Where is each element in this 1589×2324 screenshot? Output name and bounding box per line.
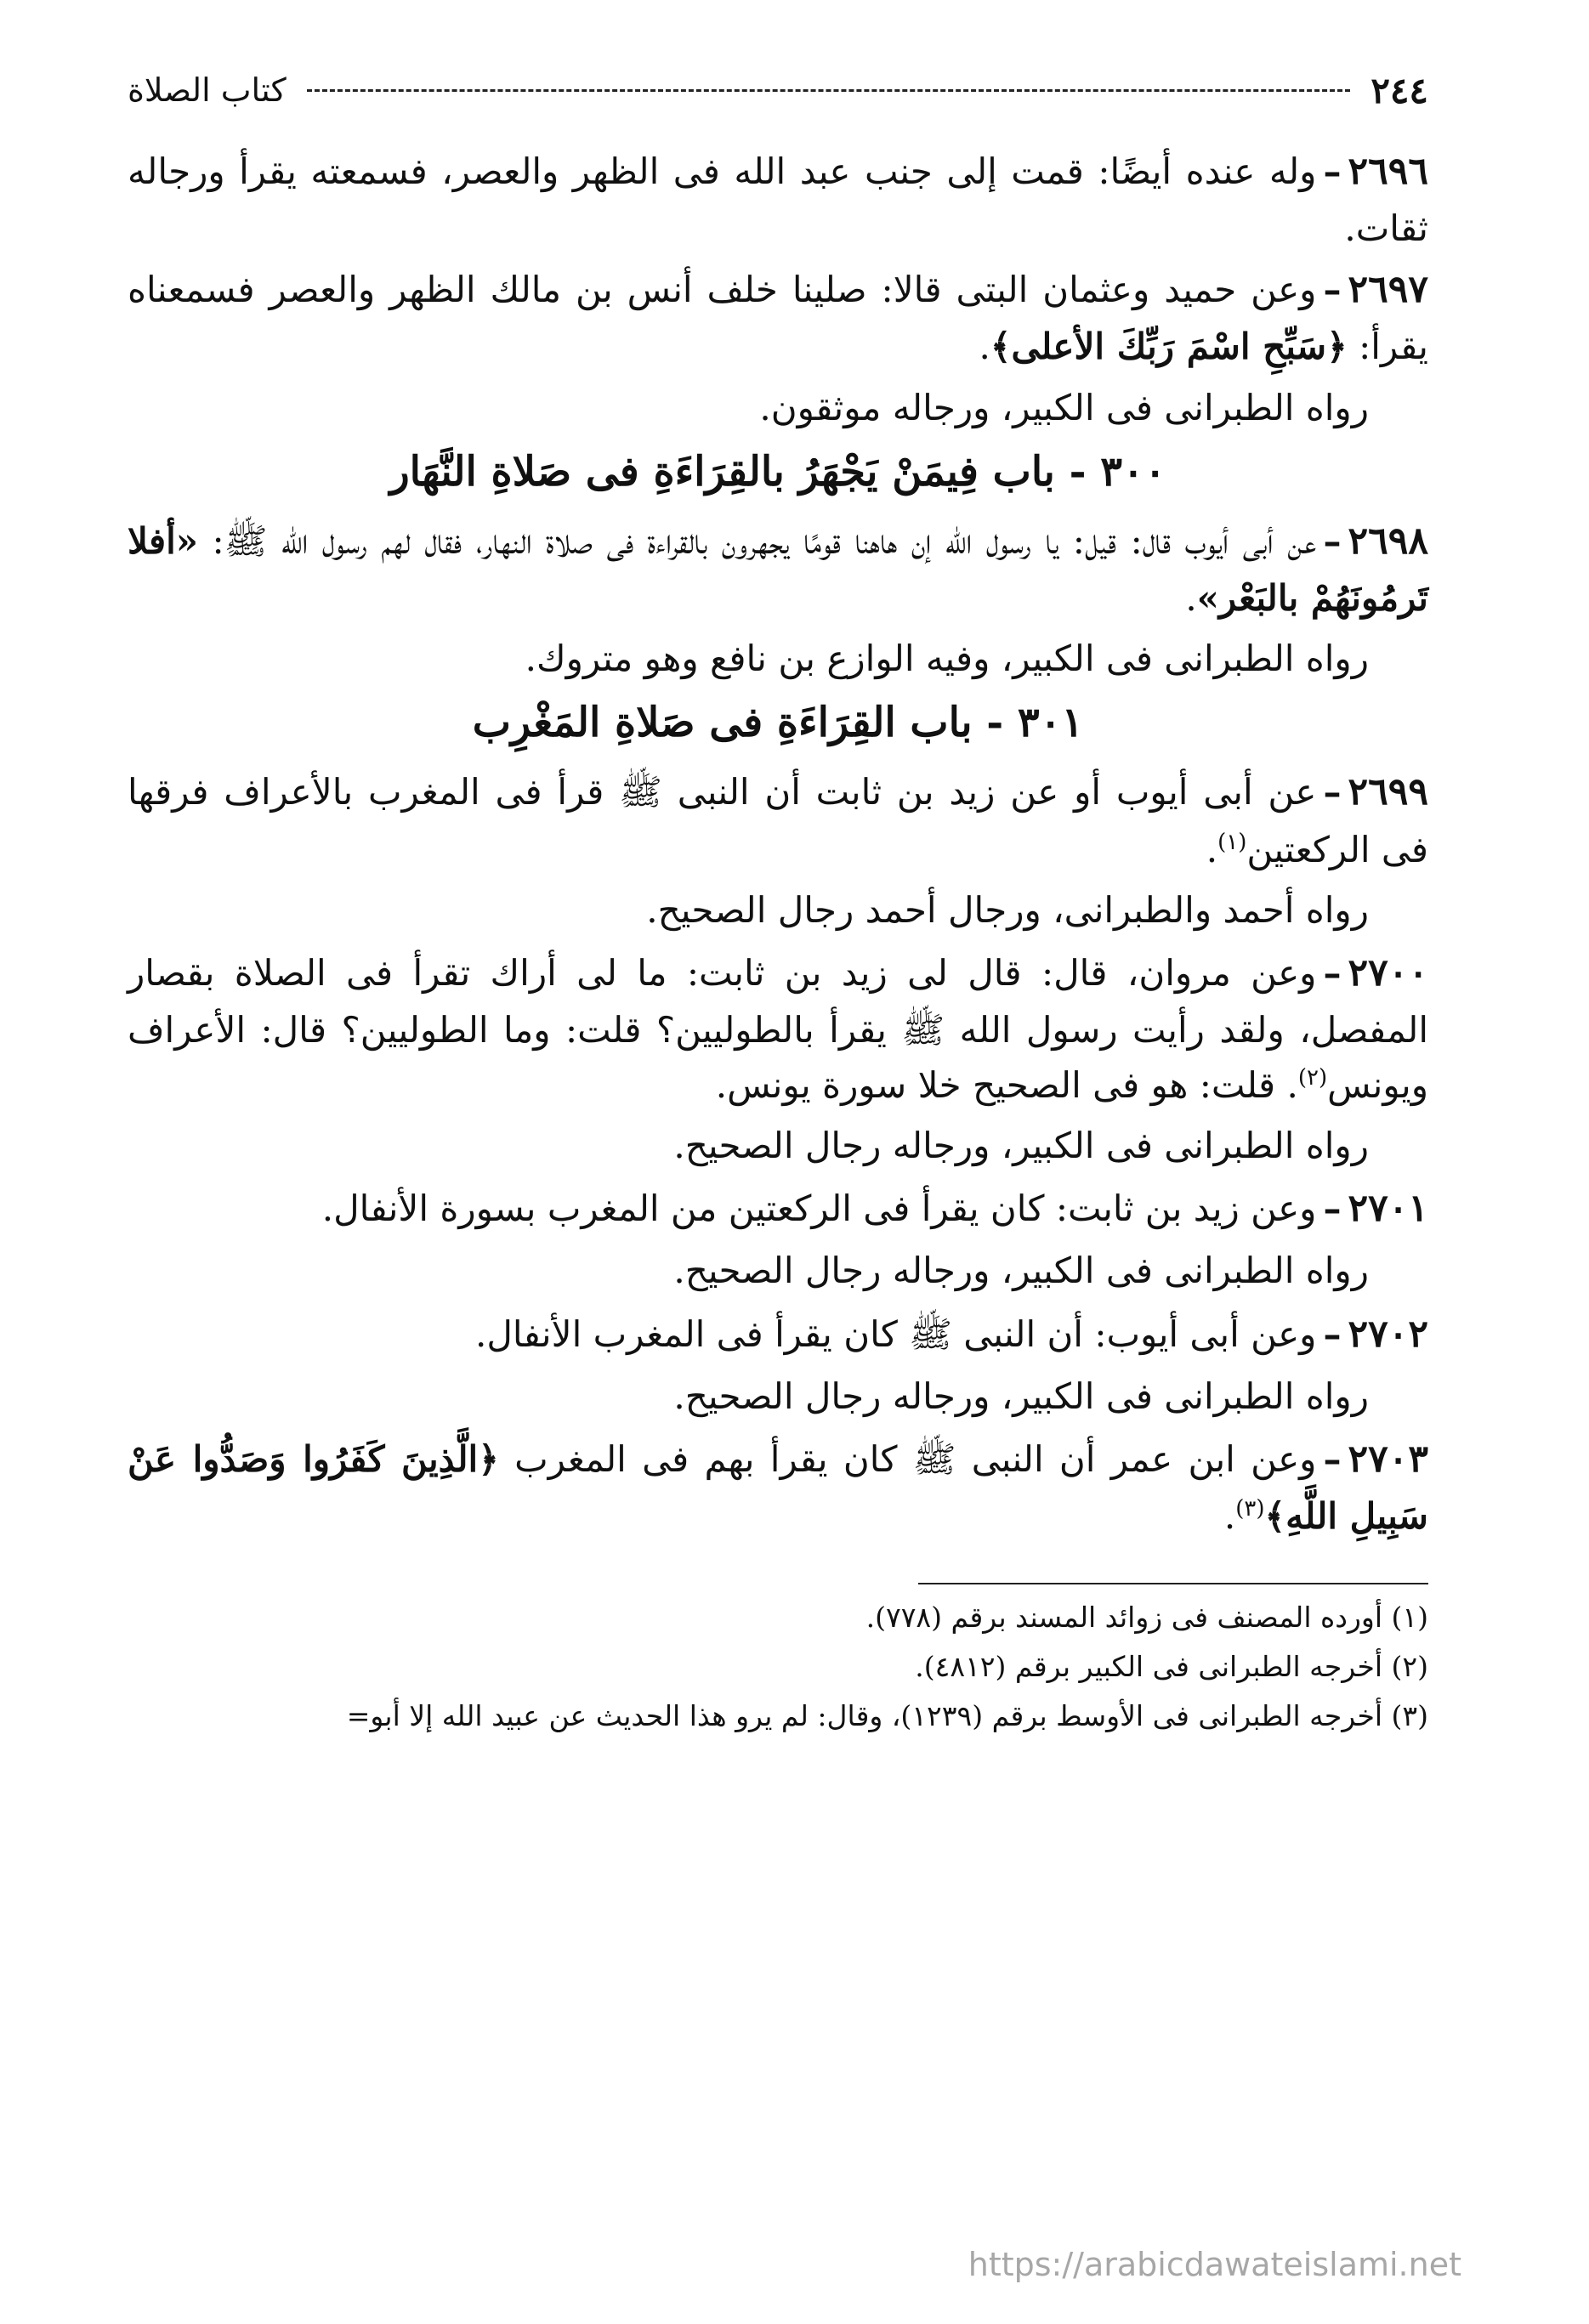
footnotes	[128, 1593, 1428, 1740]
footnote-ref: (٢)	[1297, 1065, 1328, 1091]
hadith-number: ٢٦٩٧	[1348, 268, 1428, 312]
hadith-text: وعن ابن عمر أن النبى ﷺ كان يقرأ بهم فى المغرب	[498, 1437, 1317, 1480]
book-title: كتاب الصلاة	[128, 71, 287, 109]
hadith-text: وعن حميد وعثمان البتى قالا: صلينا خلف أنس بن مالك الظهر والعصر فسمعناه يقرأ:	[128, 269, 1428, 368]
page-number: ٢٤٤	[1371, 69, 1428, 111]
page-header	[128, 60, 1428, 121]
hadith-text: وله عنده أيضًا: قمت إلى جنب عبد الله فى الظهر والعصر، فسمعته يقرأ ورجاله ثقات.	[128, 150, 1428, 250]
number-dash: –	[1323, 1437, 1342, 1480]
footnote-3: (٣) أخرجه الطبرانى فى الأوسط برقم (١٢٣٩)، وقال: لم يرو هذا الحديث عن عبيد الله إلا أبو=	[346, 1698, 1428, 1732]
hadith-2697	[128, 261, 1428, 374]
hadith-text-end: .	[1223, 1495, 1236, 1537]
quran-quote: ﴿سَبِّحِ اسْمَ رَبِّكَ الأعلى﴾	[990, 326, 1348, 368]
hadith-2700	[128, 944, 1428, 1113]
hadith-number: ٢٧٠٠	[1348, 950, 1428, 995]
hadith-2699	[128, 763, 1428, 876]
book-page	[128, 60, 1428, 1740]
number-dash: –	[1323, 269, 1342, 311]
footnote-divider	[918, 1583, 1428, 1584]
hadith-number: ٢٧٠٢	[1348, 1312, 1428, 1356]
number-dash: –	[1323, 150, 1342, 192]
number-dash: –	[1323, 771, 1342, 813]
hadith-number: ٢٦٩٨	[1348, 519, 1428, 563]
hadith-2702	[128, 1306, 1428, 1363]
quran-quote: ﴿الَّذِينَ كَفَرُوا وَصَدُّوا عَنْ سَبِيلِ اللَّهِ﴾	[128, 1437, 1428, 1537]
hadith-source: رواه الطبرانى فى الكبير، ورجاله رجال الصحيح.	[673, 1125, 1369, 1167]
hadith-text-end: .	[1206, 828, 1218, 870]
hadith-text: وعن أبى أيوب: أن النبى ﷺ كان يقرأ فى المغرب الأنفال.	[475, 1312, 1317, 1355]
hadith-text-end: .	[1185, 577, 1197, 620]
hadith-source: رواه الطبرانى فى الكبير، ورجاله رجال الصحيح.	[673, 1375, 1369, 1417]
footnote-ref: (١)	[1217, 829, 1247, 855]
hadith-text: وعن زيد بن ثابت: كان يقرأ فى الركعتين من المغرب بسورة الأنفال.	[321, 1188, 1317, 1230]
footnote-1: (١) أورده المصنف فى زوائد المسند برقم (٧٧٨).	[865, 1601, 1428, 1635]
number-dash: –	[1323, 1188, 1342, 1230]
hadith-number: ٢٧٠٣	[1348, 1437, 1428, 1481]
header-divider	[307, 89, 1351, 92]
hadith-text: عن أبى أيوب قال: قيل: يا رسول الله إن هاهنا قومًا يجهرون بالقراءة فى صلاة النهار، فقال لهم رسول الله ﷺ:	[198, 519, 1317, 562]
footnote-2: (٢) أخرجه الطبرانى فى الكبير برقم (٤٨١٢).	[915, 1649, 1428, 1683]
hadith-source: رواه الطبرانى فى الكبير، ورجاله رجال الصحيح.	[673, 1250, 1369, 1292]
number-dash: –	[1323, 951, 1342, 994]
hadith-source: رواه الطبرانى فى الكبير، وفيه الوازع بن نافع وهو متروك.	[525, 638, 1369, 680]
hadith-source: رواه الطبرانى فى الكبير، ورجاله موثقون.	[759, 386, 1369, 428]
hadith-2698	[128, 513, 1428, 626]
chapter-heading-300: ٣٠٠ - باب فِيمَنْ يَجْهَرُ بالقِرَاءَةِ فى صَلاةِ النَّهَار	[389, 447, 1166, 496]
hadith-number: ٢٦٩٦	[1348, 150, 1428, 193]
page-body	[128, 143, 1428, 1740]
hadith-source: رواه أحمد والطبرانى، ورجال أحمد رجال الصحيح.	[646, 888, 1369, 931]
hadith-text: عن أبى أيوب أو عن زيد بن ثابت أن النبى ﷺ قرأ فى المغرب بالأعراف فرقها فى الركعتين	[128, 771, 1428, 870]
prophetic-quote: «أفلا تَرمُونَهُمْ بالبَعْر»	[128, 519, 1428, 620]
hadith-text-end: . قلت: هو فى الصحيح خلا سورة يونس.	[715, 1064, 1298, 1107]
chapter-heading-301: ٣٠١ - باب القِرَاءَةِ فى صَلاةِ المَغْرِب	[472, 699, 1084, 747]
hadith-text-end: .	[979, 326, 990, 368]
footnote-ref: (٣)	[1235, 1496, 1265, 1522]
hadith-2703	[128, 1431, 1428, 1544]
source-watermark: https://arabicdawateislami.net	[968, 2246, 1461, 2283]
hadith-number: ٢٧٠١	[1348, 1187, 1428, 1231]
number-dash: –	[1323, 1312, 1342, 1355]
hadith-2696	[128, 143, 1428, 256]
hadith-number: ٢٦٩٩	[1348, 770, 1428, 814]
hadith-text: وعن مروان، قال: قال لى زيد بن ثابت: ما لى أراك تقرأ فى الصلاة بقصار المفصل، ولقد رأيت رسول الله ﷺ يقرأ بالطوليين؟ قلت: وما الطوليين؟ قال: الأعراف ويونس	[128, 951, 1428, 1107]
hadith-2701	[128, 1180, 1428, 1238]
number-dash: –	[1323, 519, 1342, 562]
